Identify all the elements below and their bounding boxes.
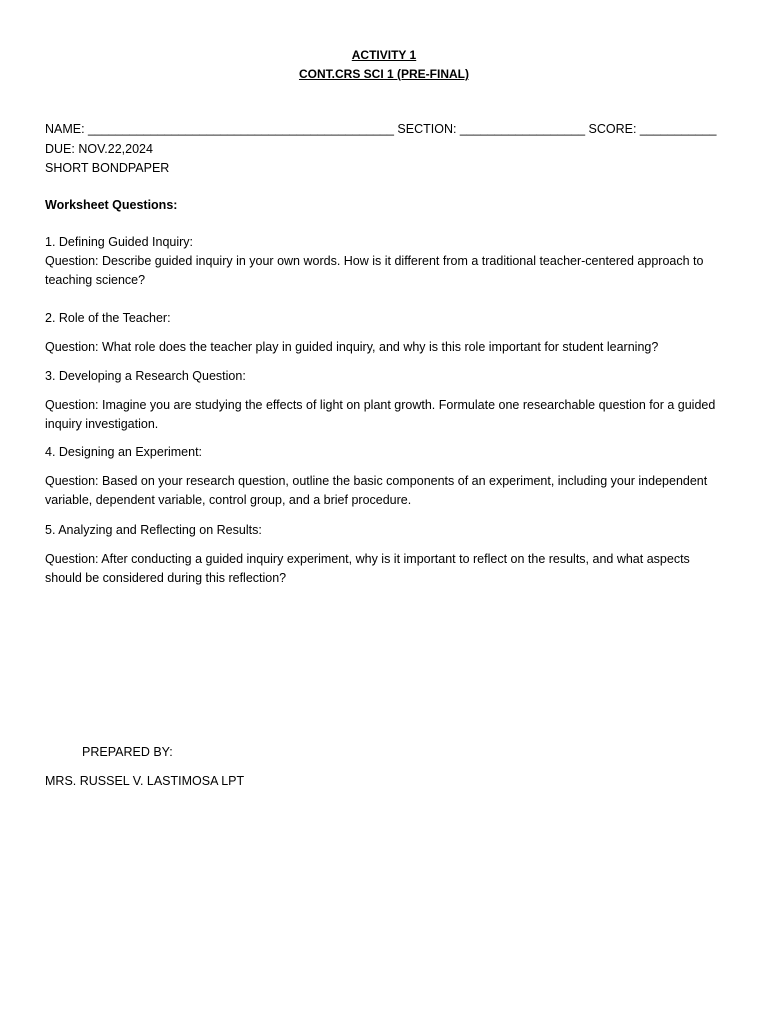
question-2-title: 2. Role of the Teacher: — [45, 311, 171, 325]
question-1-text: Question: Describe guided inquiry in your own words. How is it different from a traditional teacher-centered approach to teaching science? — [45, 254, 704, 287]
question-2-text: Question: What role does the teacher play in guided inquiry, and why is this role important for student learning? — [45, 340, 659, 354]
activity-title: ACTIVITY 1 — [351, 48, 417, 62]
worksheet-heading: Worksheet Questions: — [45, 198, 178, 212]
question-5-text: Question: After conducting a guided inquiry experiment, why is it important to reflect on the results, and what aspects should be considered during this reflection? — [45, 552, 690, 585]
question-1-title: 1. Defining Guided Inquiry: — [45, 235, 194, 249]
prepared-by-label: PREPARED BY: — [82, 745, 173, 759]
question-5-title: 5. Analyzing and Reflecting on Results: — [45, 523, 262, 537]
question-4-title: 4. Designing an Experiment: — [45, 445, 203, 459]
paper-requirement: SHORT BONDPAPER — [45, 161, 170, 175]
prepared-by-name: MRS. RUSSEL V. LASTIMOSA LPT — [45, 774, 245, 788]
due-date: DUE: NOV.22,2024 — [45, 142, 153, 156]
question-4-text: Question: Based on your research question, outline the basic components of an experiment, including your independent variable, dependent variable, control group, and a brief procedure. — [45, 474, 708, 507]
question-3-title: 3. Developing a Research Question: — [45, 369, 246, 383]
question-3-text: Question: Imagine you are studying the effects of light on plant growth. Formulate one researchable question for a guided inquiry investigation. — [45, 398, 716, 431]
course-title: CONT.CRS SCI 1 (PRE-FINAL) — [298, 67, 469, 81]
student-fields-line: NAME: ____________________________________________ SECTION: __________________ SCORE: ___________ — [45, 122, 717, 136]
